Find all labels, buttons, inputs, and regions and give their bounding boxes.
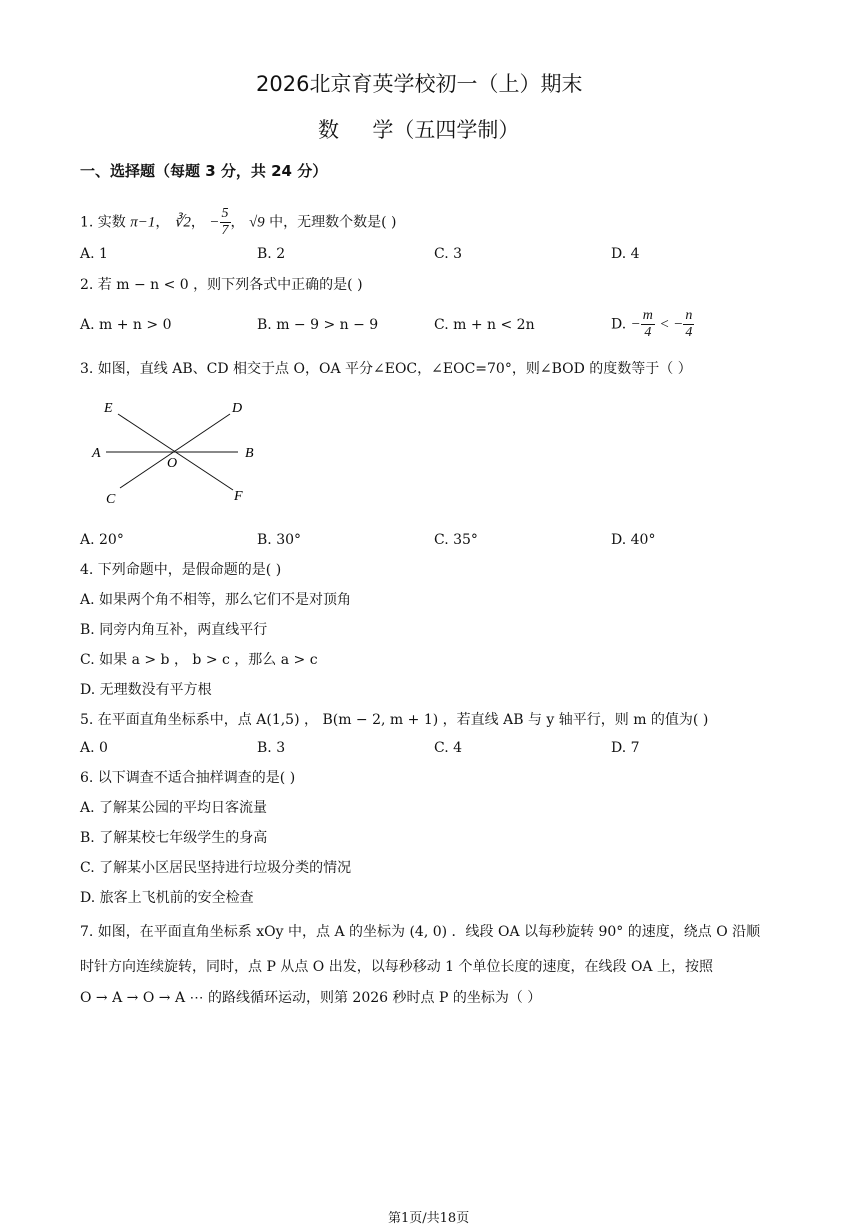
- question-7-line-1: 7. 如图，在平面直角坐标系 xOy 中，点 A 的坐标为 (4, 0) ．线段 OA 以每秒旋转 90° 的速度，绕点 O 沿顺: [80, 924, 761, 940]
- q2-option-c: C. m + n < 2n: [434, 317, 535, 333]
- q3-option-d: D. 40°: [611, 532, 656, 548]
- section-heading: 一、选择题（每题 3 分，共 24 分）: [80, 162, 328, 180]
- q2-optd-num2: n: [685, 308, 693, 323]
- q1-expr-sqrt: √9: [248, 214, 265, 231]
- q1-option-b: B. 2: [257, 246, 286, 262]
- q2-optd-label: D.: [611, 316, 627, 333]
- q5-option-b: B. 3: [257, 740, 286, 756]
- question-3-stem: 3. 如图，直线 AB、CD 相交于点 O，OA 平分∠EOC，∠EOC=70°，则∠BOD 的度数等于（ ）: [80, 361, 692, 377]
- question-7-line-2: 时针方向连续旋转，同时，点 P 从点 O 出发，以每秒移动 1 个单位长度的速度，在线段 OA 上，按照: [80, 959, 713, 975]
- q6-option-a: A. 了解某公园的平均日客流量: [80, 800, 268, 816]
- q3-option-b: B. 30°: [257, 532, 302, 548]
- label-b: B: [245, 446, 254, 461]
- q2-option-b: B. m − 9 > n − 9: [257, 317, 379, 333]
- q5-option-a: A. 0: [80, 740, 108, 756]
- q1-frac-num: 5: [221, 206, 229, 221]
- q6-option-c: C. 了解某小区居民坚持进行垃圾分类的情况: [80, 860, 352, 876]
- q2-optd-mid: < −: [659, 316, 684, 333]
- question-6-stem: 6. 以下调查不适合抽样调查的是( ): [80, 770, 296, 786]
- q1-expr-pi: π−1: [130, 214, 156, 231]
- q3-figure: [88, 396, 268, 512]
- q1-option-d: D. 4: [611, 246, 640, 262]
- q4-option-a: A. 如果两个角不相等，那么它们不是对顶角: [80, 592, 352, 608]
- label-c: C: [106, 492, 116, 507]
- question-2-stem: 2. 若 m − n < 0 ，则下列各式中正确的是( ): [80, 277, 363, 293]
- q2-optd-frac2: [683, 308, 694, 341]
- q2-optd-den1: 4: [644, 325, 652, 340]
- q5-option-c: C. 4: [434, 740, 463, 756]
- question-7-line-3: O → A → O → A ⋯ 的路线循环运动，则第 2026 秒时点 P 的坐标为（ ）: [80, 990, 542, 1006]
- q1-option-c: C. 3: [434, 246, 463, 262]
- q2-optd-den2: 4: [685, 325, 693, 340]
- label-a: A: [92, 446, 101, 461]
- document-title: 2026北京育英学校初一（上）期末: [256, 72, 583, 96]
- q2-option-a: A. m + n > 0: [80, 317, 172, 333]
- q1-fraction: [220, 206, 231, 239]
- question-5-stem: 5. 在平面直角坐标系中，点 A(1,5) ， B(m − 2, m + 1) ，若直线 AB 与 y 轴平行，则 m 的值为( ): [80, 712, 709, 728]
- page-number: 第1页/共18页: [388, 1211, 470, 1226]
- q2-optd-frac1: [641, 308, 655, 341]
- document-subject: 数 学（五四学制）: [318, 118, 520, 142]
- q5-option-d: D. 7: [611, 740, 640, 756]
- label-e: E: [104, 401, 113, 416]
- q3-option-a: A. 20°: [80, 532, 124, 548]
- label-f: F: [234, 489, 243, 504]
- q1-frac-den: 7: [221, 223, 229, 238]
- q2-optd-num1: m: [642, 308, 653, 323]
- q1-prefix: 1. 实数: [80, 214, 126, 231]
- question-1-stem: 1. 实数 π−1， ∛2， − $\frac{5}{7}$ ， √9 中，无理数个数是( ): [80, 206, 397, 238]
- q6-option-d: D. 旅客上飞机前的安全检查: [80, 890, 254, 906]
- label-d: D: [232, 401, 243, 416]
- q2-option-d: D. − $\frac{m}{4}$ < − $\frac{n}{4}$: [611, 308, 693, 340]
- q3-option-c: C. 35°: [434, 532, 478, 548]
- q1-suffix: 中，无理数个数是( ): [269, 214, 397, 231]
- q1-expr-cbrt: ∛2: [173, 214, 191, 231]
- q4-option-d: D. 无理数没有平方根: [80, 682, 212, 698]
- q1-option-a: A. 1: [80, 246, 108, 262]
- q6-option-b: B. 了解某校七年级学生的身高: [80, 830, 268, 846]
- q4-option-b: B. 同旁内角互补，两直线平行: [80, 622, 268, 638]
- question-4-stem: 4. 下列命题中，是假命题的是( ): [80, 562, 282, 578]
- q4-option-c: C. 如果 a > b ， b > c ，那么 a > c: [80, 652, 318, 668]
- label-o: O: [167, 456, 178, 471]
